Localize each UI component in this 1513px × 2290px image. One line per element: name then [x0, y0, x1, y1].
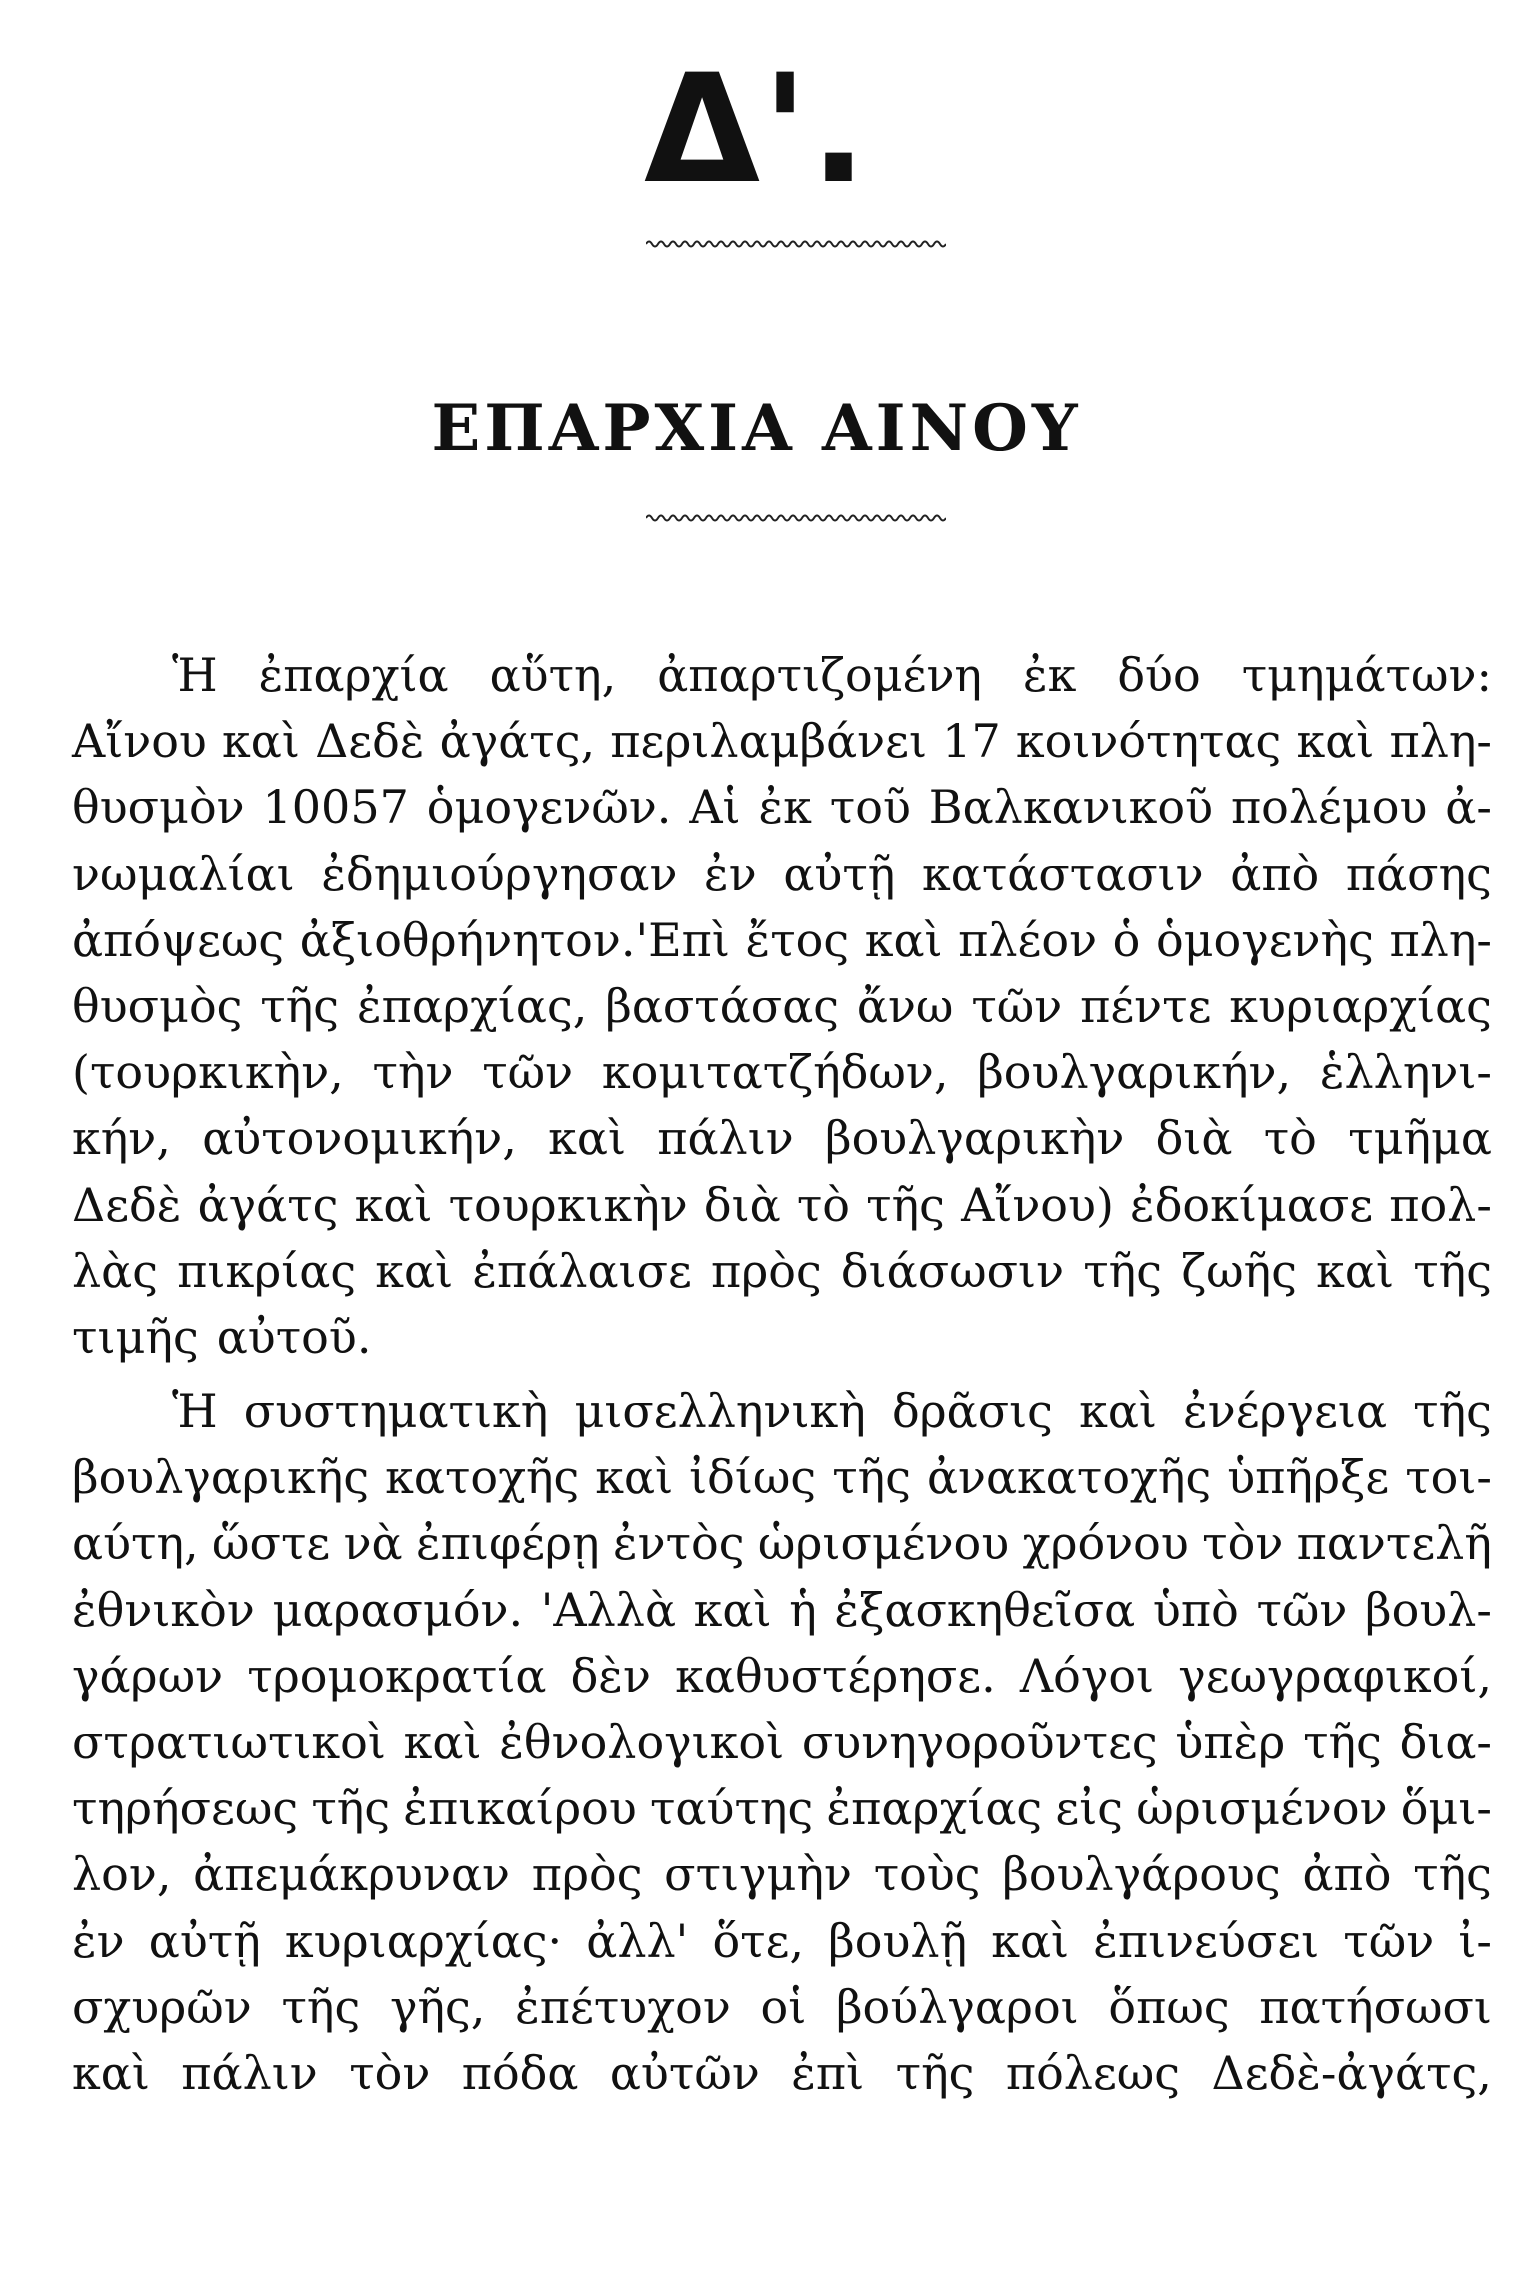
text-line: ἀπόψεως ἀξιοθρήνητον.'Επὶ ἔτος καὶ πλέον ὁ ὁμογενὴς πλη- — [72, 912, 1492, 967]
text-line: τηρήσεως τῆς ἐπικαίρου ταύτης ἐπαρχίας εἰς ὡρισμένον ὅμι- — [72, 1781, 1492, 1836]
text-line: ἐθνικὸν μαρασμόν. 'Αλλὰ καὶ ἡ ἐξασκηθεῖσα ὑπὸ τῶν βουλ- — [72, 1582, 1492, 1637]
body-text — [72, 642, 1492, 2106]
text-line: σχυρῶν τῆς γῆς, ἐπέτυχον οἱ βούλγαροι ὅπως πατήσωσι — [72, 1979, 1492, 2034]
text-line: καὶ πάλιν τὸν πόδα αὐτῶν ἐπὶ τῆς πόλεως Δεδὲ-ἀγάτς, — [72, 2045, 1492, 2100]
paragraph-2 — [72, 1378, 1492, 2106]
text-line: αύτη, ὥστε νὰ ἐπιφέρῃ ἐντὸς ὡρισμένου χρόνου τὸν παντελῆ — [72, 1516, 1492, 1571]
section-number: Δ'. — [644, 43, 869, 217]
text-line: λὰς πικρίας καὶ ἐπάλαισε πρὸς διάσωσιν τῆς ζωῆς καὶ τῆς — [72, 1243, 1492, 1298]
text-line: Δεδὲ ἀγάτς καὶ τουρκικὴν διὰ τὸ τῆς Αἴνου) ἐδοκίμασε πολ- — [72, 1177, 1492, 1232]
text-line: Αἴνου καὶ Δεδὲ ἀγάτς, περιλαμβάνει 17 κοινότητας καὶ πλη- — [72, 714, 1492, 769]
decorative-wavy-rule-bottom — [646, 512, 946, 524]
chapter-title: ΕΠΑΡΧΙΑ ΑΙΝΟΥ — [431, 391, 1082, 466]
paragraph-1 — [72, 642, 1492, 1370]
text-line: Ἡ συστηματικὴ μισελληνικὴ δρᾶσις καὶ ἐνέργεια τῆς — [172, 1384, 1492, 1439]
decorative-wavy-rule-top — [646, 238, 946, 250]
text-line: νωμαλίαι ἐδημιούργησαν ἐν αὐτῇ κατάστασιν ἀπὸ πάσης — [72, 846, 1492, 901]
text-line: στρατιωτικοὶ καὶ ἐθνολογικοὶ συνηγοροῦντες ὑπὲρ τῆς δια- — [72, 1715, 1492, 1769]
text-line: θυσμὸν 10057 ὁμογενῶν. Αἱ ἐκ τοῦ Βαλκανικοῦ πολέμου ἀ- — [72, 780, 1492, 835]
text-line: λον, ἀπεμάκρυναν πρὸς στιγμὴν τοὺς βουλγάρους ἀπὸ τῆς — [72, 1847, 1492, 1902]
text-line: θυσμὸς τῆς ἐπαρχίας, βαστάσας ἄνω τῶν πέντε κυριαρχίας — [72, 978, 1492, 1033]
text-line: τιμῆς αὐτοῦ. — [72, 1309, 372, 1364]
text-line: Ἡ ἐπαρχία αὕτη, ἀπαρτιζομένη ἐκ δύο τμημάτων: — [172, 648, 1492, 702]
text-line: ἐν αὐτῇ κυριαρχίας· ἀλλ' ὅτε, βουλῇ καὶ ἐπινεύσει τῶν ἰ- — [72, 1913, 1492, 1968]
text-line: γάρων τρομοκρατία δὲν καθυστέρησε. Λόγοι γεωγραφικοί, — [72, 1648, 1492, 1703]
text-line: βουλγαρικῆς κατοχῆς καὶ ἰδίως τῆς ἀνακατοχῆς ὑπῆρξε τοι- — [72, 1450, 1492, 1505]
text-line: κήν, αὐτονομικήν, καὶ πάλιν βουλγαρικὴν διὰ τὸ τμῆμα — [72, 1111, 1492, 1166]
text-line: (τουρκικὴν, τὴν τῶν κομιτατζήδων, βουλγαρικήν, ἑλληνι- — [72, 1045, 1492, 1100]
